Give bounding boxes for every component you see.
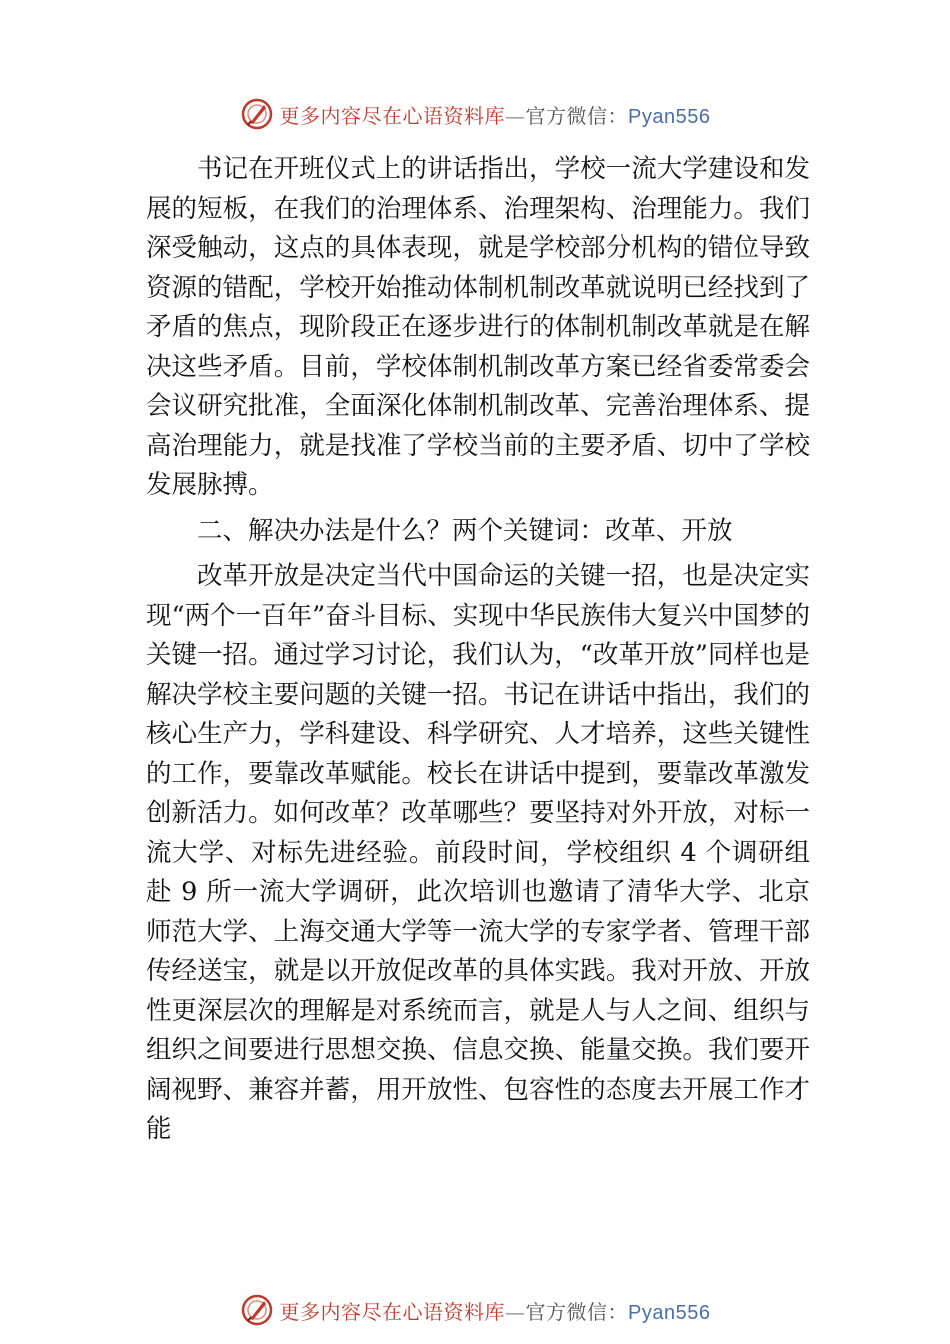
header-watermark [0, 92, 950, 136]
watermark-title: 更多内容尽在心语资料库 [279, 1299, 506, 1324]
quill-logo-icon [240, 1293, 274, 1327]
quill-logo-icon [240, 97, 274, 131]
section-heading: 二、解决办法是什么？两个关键词：改革、开放 [197, 515, 733, 546]
watermark-title: 更多内容尽在心语资料库 [279, 103, 506, 128]
watermark-text [280, 100, 711, 129]
watermark-dash: — [505, 1299, 526, 1324]
document-body [146, 150, 810, 1150]
watermark-dash: — [505, 103, 526, 128]
paragraph: 书记在开班仪式上的讲话指出，学校一流大学建设和发展的短板，在我们的治理体系、治理架构、治理能力。我们深受触动，这点的具体表现，就是学校部分机构的错位导致资源的错配，学校开始推动体制机制改革就说明已经找到了矛盾的焦点，现阶段正在逐步进行的体制机制改革就是在解决这些矛盾。目前，学校体制机制改革方案已经省委常委会会议研究批准，全面深化体制机制改革、完善治理体系、提高治理能力，就是找准了学校当前的主要矛盾、切中了学校发展脉搏。 [146, 154, 810, 500]
watermark-wechat-id: Pyan556 [628, 105, 711, 128]
watermark-label: 官方微信： [525, 103, 629, 128]
paragraph: 改革开放是决定当代中国命运的关键一招，也是决定实现“两个一百年”奋斗目标、实现中华民族伟大复兴中国梦的关键一招。通过学习讨论，我们认为，“改革开放”同样也是解决学校主要问题的关键一招。书记在讲话中指出，我们的核心生产力，学科建设、科学研究、人才培养，这些关键性的工作，要靠改革赋能。校长在讲话中提到，要靠改革激发创新活力。如何改革？改革哪些？要坚持对外开放，对标一流大学、对标先进经验。前段时间，学校组织 4 个调研组赴 9 所一流大学调研，此次培训也邀请了清华大学、北京师范大学、上海交通大学等一流大学的专家学者、管理干部传经送宝，就是以开放促改革的具体实践。我对开放、开放性更深层次的理解是对系统而言，就是人与人之间、组织与组织之间要进行思想交换、信息交换、能量交换。我们要开阔视野、兼容并蓄，用开放性、包容性的态度去开展工作才能 [146, 561, 810, 1144]
watermark-wechat-id: Pyan556 [628, 1301, 711, 1324]
watermark-text [280, 1296, 711, 1325]
watermark-label: 官方微信： [525, 1299, 629, 1324]
footer-watermark [0, 1288, 950, 1332]
